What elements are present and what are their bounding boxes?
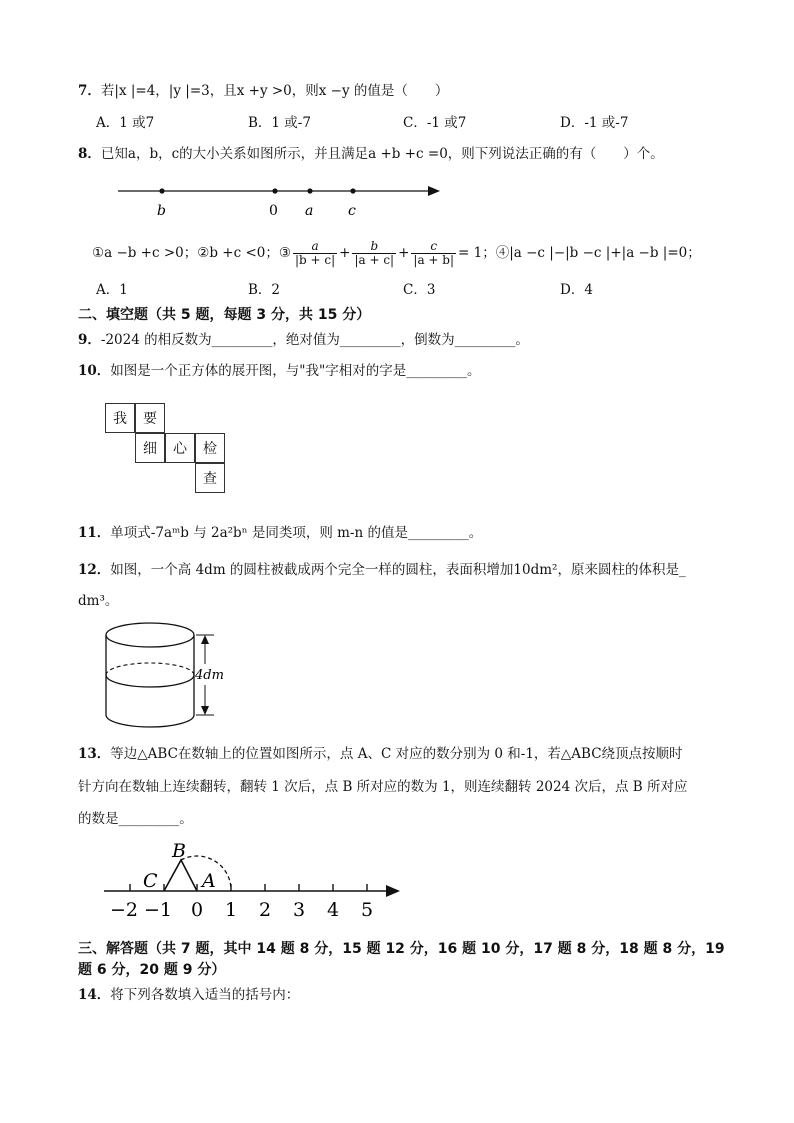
q11-text: 单项式-7aᵐb 与 2a²bⁿ 是同类项，则 m-n 的值是_________。: [110, 525, 483, 541]
tick-label-neg1: −1: [143, 899, 173, 921]
q8-fraction-1-den: |b + c|: [294, 253, 336, 267]
q11-number: 11．: [78, 525, 111, 541]
q8-label-c: c: [348, 203, 356, 219]
tick-label-neg2: −2: [109, 899, 139, 921]
q12-line2: dm³。: [78, 593, 119, 609]
q13-number: 13．: [78, 746, 111, 762]
q8-fraction-3-den: |a + b|: [413, 253, 455, 267]
q9-text: -2024 的相反数为_________，绝对值为_________，倒数为_________。: [100, 332, 529, 348]
q8-fraction-3-num: c: [411, 240, 456, 254]
label-point-b: B: [172, 840, 186, 862]
q8-stem: [78, 145, 664, 163]
q13-text-1: 等边△ABC在数轴上的位置如图所示，点 A、C 对应的数分别为 0 和-1，若△ABC绕顶点按顺时: [110, 746, 683, 762]
q8-fraction-2: [352, 240, 396, 267]
cube-net-cell-5: 检: [195, 433, 225, 463]
q8-fraction-2-num: b: [352, 240, 396, 254]
q10: [78, 362, 480, 380]
q12-number: 12．: [78, 562, 111, 578]
cube-net-cell-6: 查: [195, 463, 225, 493]
cube-net-cell-1: 我: [105, 403, 135, 433]
q10-number: 10．: [78, 363, 111, 379]
q13-line3: 的数是_________。: [78, 811, 193, 827]
q12: [78, 561, 686, 579]
tick-label-4: 4: [326, 899, 340, 921]
q8-label-zero: 0: [269, 203, 278, 219]
q12-text: 如图，一个高 4dm 的圆柱被截成两个完全一样的圆柱，表面积增加10dm²，原来圆柱的体积是_: [110, 562, 686, 578]
q7-option-d: D．-1 或-7: [560, 115, 629, 131]
q8-option-b: B．2: [248, 282, 281, 298]
q8-label-b: b: [157, 203, 166, 219]
section-3-heading-line2: 题 6 分，20 题 9 分）: [78, 962, 226, 978]
label-point-c: C: [143, 870, 158, 892]
cylinder-figure: [100, 618, 240, 730]
q7-option-c: C．-1 或7: [403, 115, 467, 131]
q14-text: 将下列各数填入适当的括号内：: [110, 987, 300, 1003]
q9: [78, 331, 529, 349]
q7-stem: [78, 82, 448, 100]
tick-label-3: 3: [292, 899, 306, 921]
q8-option-a: A．1: [96, 282, 128, 298]
q8-fraction-1-num: a: [293, 240, 337, 254]
q8-statement-1-2: ①a −b +c >0；②b +c <0；③: [92, 245, 291, 261]
q8-label-a: a: [305, 203, 314, 219]
section-2-heading: 二、填空题（共 5 题，每题 3 分，共 15 分）: [78, 307, 371, 323]
q14: [78, 986, 299, 1004]
q9-number: 9．: [78, 332, 101, 348]
q14-number: 14．: [78, 987, 111, 1003]
q7-number: 7．: [78, 83, 101, 99]
triangle-number-line: [100, 836, 410, 926]
q11: [78, 524, 482, 542]
tick-label-0: 0: [190, 899, 204, 921]
q8-statements: [92, 236, 701, 270]
q7-option-b: B．1 或-7: [248, 115, 311, 131]
q8-fraction-2-den: |a + c|: [354, 253, 395, 267]
q10-text: 如图是一个正方体的展开图，与"我"字相对的字是_________。: [110, 363, 481, 379]
tick-label-2: 2: [258, 899, 272, 921]
q8-statement-3-4: = 1；④|a −c |−|b −c |+|a −b |=0；: [458, 245, 701, 261]
cube-net-cell-2: 要: [135, 403, 165, 433]
q8-number: 8．: [78, 146, 101, 162]
cylinder-height-label: 4dm: [195, 668, 224, 683]
tick-label-5: 5: [360, 899, 374, 921]
cube-net-cell-4: 心: [165, 433, 195, 463]
q8-plus-1: +: [339, 245, 351, 261]
q8-plus-2: +: [398, 245, 410, 261]
label-point-a: A: [202, 870, 216, 892]
cube-net-cell-3: 细: [135, 433, 165, 463]
q7-option-a: A．1 或7: [96, 115, 155, 131]
q13-line1: [78, 745, 683, 763]
q8-number-line: [110, 178, 450, 223]
q8-fraction-1: [293, 240, 337, 267]
tick-label-1: 1: [224, 899, 238, 921]
q8-text: 已知a，b，c的大小关系如图所示，并且满足a +b +c =0，则下列说法正确的有（ ）个。: [100, 146, 664, 162]
q8-option-d: D．4: [560, 282, 593, 298]
q8-option-c: C．3: [403, 282, 436, 298]
q13-line2: 针方向在数轴上连续翻转，翻转 1 次后，点 B 所对应的数为 1，则连续翻转 2024 次后，点 B 所对应: [78, 779, 688, 795]
q7-text: 若|x |=4，|y |=3，且x +y >0，则x −y 的值是（ ）: [100, 83, 449, 99]
q8-fraction-3: [411, 240, 456, 267]
section-3-heading-line1: 三、解答题（共 7 题，其中 14 题 8 分，15 题 12 分，16 题 10 分，17 题 8 分，18 题 8 分，19: [78, 941, 725, 957]
